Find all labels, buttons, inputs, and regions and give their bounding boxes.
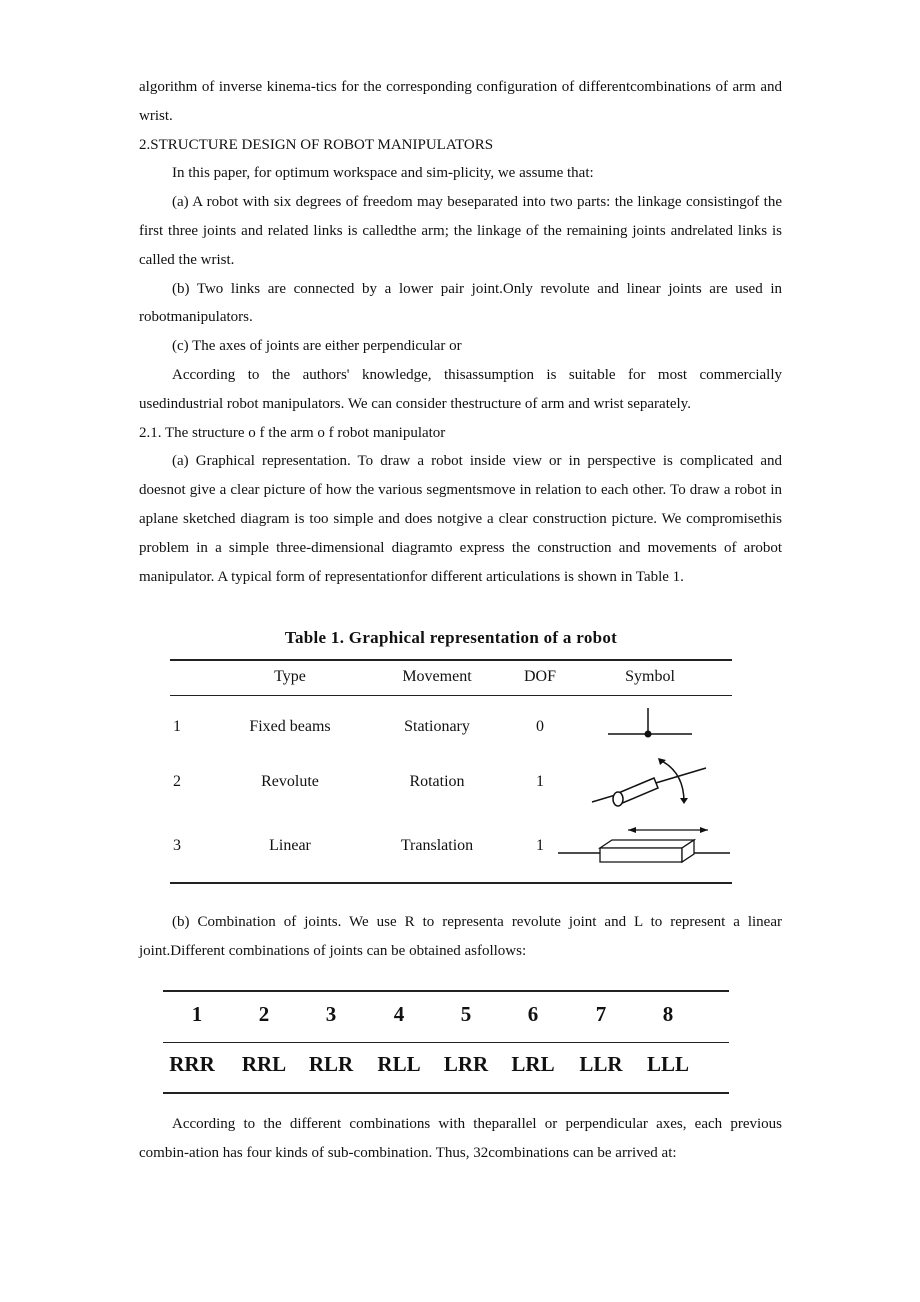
paragraph-intro: algorithm of inverse kinema-tics for the corresponding configuration of differentcombinations of arm and wrist.	[139, 79, 782, 124]
combo-code: LLR	[579, 1052, 623, 1076]
paragraph-sub-combinations: According to the different combinations with theparallel or perpendicular axes, each previous combin-ation has four kinds of sub-combination. Thus, 32combinations can be arrived at:	[139, 1116, 782, 1161]
combo-code: LLL	[646, 1052, 690, 1076]
combo-number: 2	[258, 1002, 270, 1026]
section-heading-2: 2.STRUCTURE DESIGN OF ROBOT MANIPULATORS	[139, 136, 494, 153]
row-2-movement: Rotation	[409, 773, 465, 790]
combo-code: RRL	[241, 1052, 287, 1076]
paragraph-graphical-representation: (a) Graphical representation. To draw a robot inside view or in perspective is complicated and doesnot give a clear picture of how the various segmentsmove in relation to each other. To draw a robot in aplane sketched diagram is too simple and does notgive a clear construction picture. We compromisethis problem in a simple three-dimensional diagramto express the construction and movements of arobot manipulator. A typical form of representationfor different articulations is shown in Table 1.	[139, 453, 782, 585]
combo-number: 6	[527, 1002, 539, 1026]
fixed-beam-symbol	[600, 704, 700, 744]
row-2-num: 2	[173, 773, 181, 790]
paragraph-assumption-intro: In this paper, for optimum workspace and sim-plicity, we assume that:	[172, 165, 594, 182]
combo-number: 3	[325, 1002, 337, 1026]
paragraph-assumption-b: (b) Two links are connected by a lower pair joint.Only revolute and linear joints are used in robotmanipulators.	[139, 280, 782, 326]
combo-bottom-rule	[163, 1092, 729, 1094]
combo-number: 4	[393, 1002, 405, 1026]
table-bottom-rule	[170, 882, 732, 884]
row-3-type: Linear	[269, 837, 311, 854]
row-2-type: Revolute	[261, 773, 319, 790]
combo-number: 8	[662, 1002, 674, 1026]
row-1-num: 1	[173, 718, 181, 735]
table-top-rule	[170, 659, 732, 661]
row-2-dof: 1	[536, 773, 544, 790]
closing-text	[139, 1110, 782, 1168]
table-1-title: Table 1. Graphical representation of a robot	[284, 628, 618, 647]
combo-code: RLL	[377, 1052, 421, 1076]
combo-code: RRR	[169, 1052, 215, 1076]
header-movement: Movement	[402, 668, 472, 685]
combo-code: LRR	[443, 1052, 489, 1076]
combo-number: 1	[191, 1002, 203, 1026]
row-3-dof: 1	[536, 837, 544, 854]
combo-code: LRL	[511, 1052, 555, 1076]
linear-joint-symbol	[556, 824, 732, 870]
combination-table	[163, 988, 729, 1096]
table-1	[170, 628, 732, 890]
combo-middle-rule	[163, 1042, 729, 1043]
row-1-type: Fixed beams	[249, 718, 331, 735]
row-3-movement: Translation	[400, 837, 474, 854]
revolute-joint-symbol	[588, 754, 718, 810]
header-dof: DOF	[523, 668, 556, 685]
table-header-rule	[170, 695, 732, 696]
body-text	[139, 73, 782, 591]
combo-number: 7	[595, 1002, 607, 1026]
section-heading-2-1: 2.1. The structure o f the arm o f robot manipulator	[139, 424, 446, 441]
header-type: Type	[274, 668, 306, 685]
paragraph-assumption-c: (c) The axes of joints are either perpendicular or	[172, 338, 462, 355]
combo-top-rule	[163, 990, 729, 992]
paragraph-assumption-a: (a) A robot with six degrees of freedom may beseparated into two parts: the linkage consistingof the first three joints and related links is calledthe arm; the linkage of the remaining joints andrelated links is called the wrist.	[139, 194, 782, 268]
row-1-dof: 0	[536, 718, 544, 735]
paragraph-combination: (b) Combination of joints. We use R to representa revolute joint and L to represent a linear joint.Different combinations of joints can be obtained asfollows:	[139, 914, 782, 959]
paragraph-knowledge: According to the authors' knowledge, thisassumption is suitable for most commercially usedindustrial robot manipulators. We can consider thestructure of arm and wrist separately.	[139, 366, 782, 412]
combo-code: RLR	[308, 1052, 354, 1076]
combo-number: 5	[460, 1002, 472, 1026]
header-symbol: Symbol	[625, 668, 675, 685]
row-3-num: 3	[173, 837, 181, 854]
row-1-movement: Stationary	[404, 718, 470, 735]
